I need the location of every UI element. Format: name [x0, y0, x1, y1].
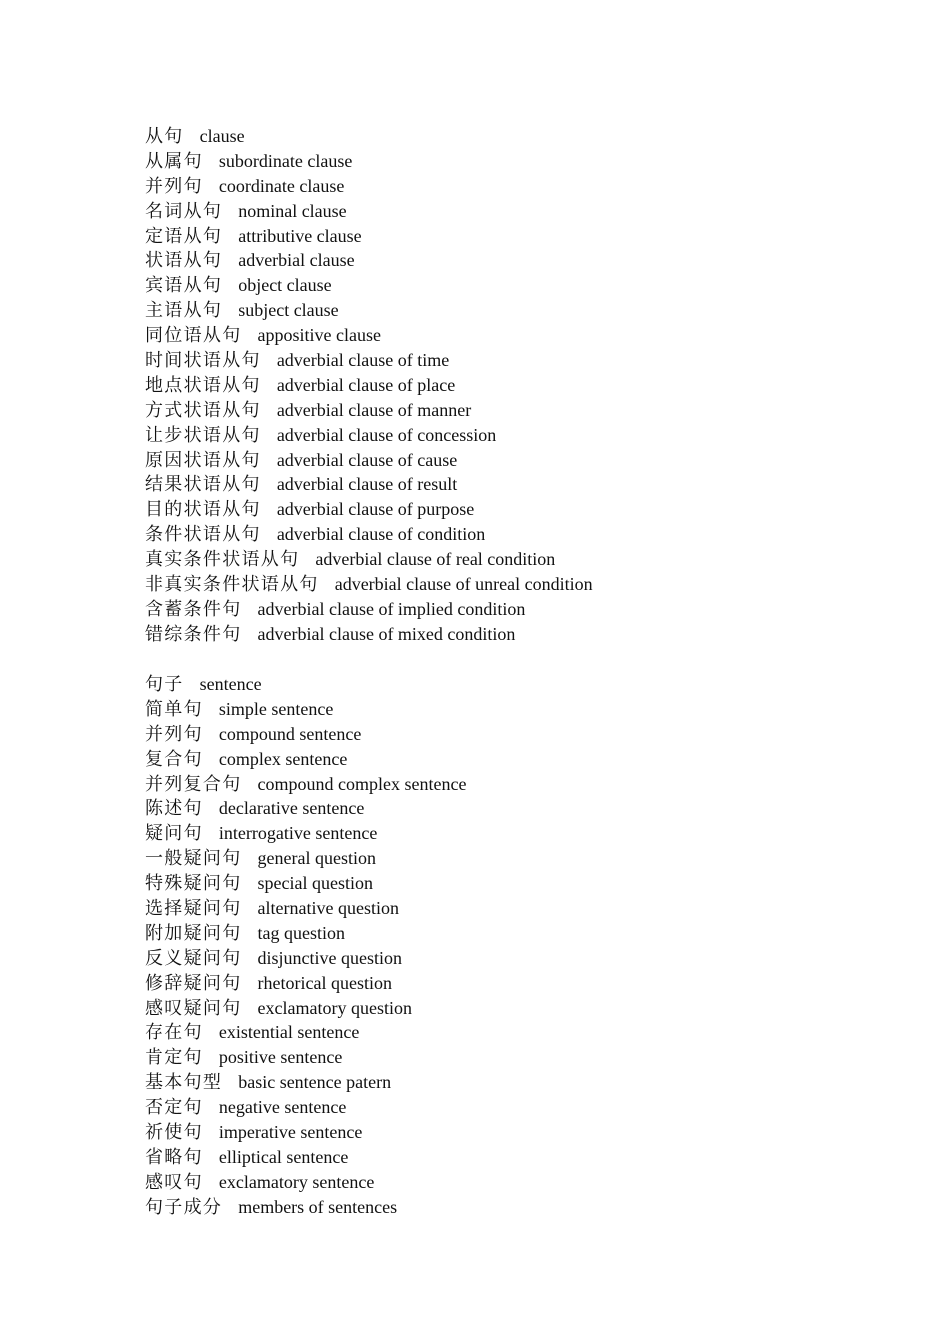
- english-term: adverbial clause: [238, 250, 355, 271]
- chinese-term: 否定句: [145, 1097, 203, 1118]
- chinese-term: 肯定句: [145, 1047, 203, 1068]
- english-term: adverbial clause of cause: [276, 449, 458, 470]
- chinese-term: 修辞疑问句: [145, 972, 242, 993]
- english-term: interrogative sentence: [218, 823, 378, 844]
- glossary-entry: [145, 248, 593, 273]
- chinese-term: 状语从句: [145, 250, 223, 271]
- english-term: tag question: [257, 922, 345, 943]
- chinese-term: 条件状语从句: [145, 524, 261, 545]
- glossary-entry: [145, 199, 593, 224]
- glossary-entry: [145, 174, 593, 199]
- english-term: special question: [257, 873, 373, 894]
- glossary-entry: [145, 149, 593, 174]
- english-term: alternative question: [257, 898, 399, 919]
- english-term: coordinate clause: [218, 175, 345, 196]
- english-term: compound sentence: [218, 723, 362, 744]
- chinese-term: 感叹句: [145, 1171, 203, 1192]
- english-term: basic sentence patern: [238, 1072, 392, 1093]
- chinese-term: 含蓄条件句: [145, 598, 242, 619]
- glossary-entry: [145, 398, 593, 423]
- sentence-glossary-section: [145, 672, 466, 1220]
- english-term: imperative sentence: [218, 1122, 363, 1143]
- chinese-term: 反义疑问句: [145, 947, 242, 968]
- chinese-term: 方式状语从句: [145, 399, 261, 420]
- glossary-entry: [145, 846, 466, 871]
- english-term: declarative sentence: [218, 798, 365, 819]
- english-term: subject clause: [238, 300, 339, 321]
- english-term: compound complex sentence: [257, 773, 467, 794]
- glossary-entry: [145, 1195, 466, 1220]
- chinese-term: 错综条件句: [145, 623, 242, 644]
- chinese-term: 地点状语从句: [145, 374, 261, 395]
- glossary-entry: [145, 124, 593, 149]
- glossary-entry: [145, 772, 466, 797]
- glossary-entry: [145, 697, 466, 722]
- glossary-entry: [145, 298, 593, 323]
- glossary-entry: [145, 1020, 466, 1045]
- glossary-entry: [145, 1070, 466, 1095]
- chinese-term: 省略句: [145, 1146, 203, 1167]
- glossary-entry: [145, 224, 593, 249]
- glossary-entry: [145, 821, 466, 846]
- chinese-term: 非真实条件状语从句: [145, 574, 319, 595]
- english-term: adverbial clause of manner: [276, 399, 472, 420]
- glossary-entry: [145, 796, 466, 821]
- chinese-term: 定语从句: [145, 225, 223, 246]
- clause-glossary-section: [145, 124, 593, 647]
- chinese-term: 名词从句: [145, 200, 223, 221]
- chinese-term: 句子成分: [145, 1196, 223, 1217]
- english-term: sentence: [199, 674, 262, 694]
- glossary-entry: [145, 348, 593, 373]
- english-term: complex sentence: [218, 748, 348, 769]
- english-term: existential sentence: [218, 1022, 360, 1043]
- english-term: adverbial clause of concession: [276, 424, 497, 445]
- chinese-term: 陈述句: [145, 798, 203, 819]
- glossary-entry: [145, 1145, 466, 1170]
- english-term: elliptical sentence: [218, 1146, 349, 1167]
- chinese-term: 结果状语从句: [145, 474, 261, 495]
- chinese-term: 从句: [145, 126, 184, 146]
- chinese-term: 宾语从句: [145, 275, 223, 296]
- english-term: adverbial clause of purpose: [276, 499, 475, 520]
- english-term: rhetorical question: [257, 972, 392, 993]
- english-term: adverbial clause of result: [276, 474, 458, 495]
- glossary-entry: [145, 996, 466, 1021]
- english-term: adverbial clause of time: [276, 350, 450, 371]
- glossary-entry: [145, 1170, 466, 1195]
- english-term: object clause: [238, 275, 332, 296]
- chinese-term: 感叹疑问句: [145, 997, 242, 1018]
- english-term: clause: [199, 126, 245, 146]
- glossary-entry: [145, 323, 593, 348]
- glossary-entry: [145, 971, 466, 996]
- english-term: negative sentence: [218, 1097, 347, 1118]
- glossary-entry: [145, 572, 593, 597]
- glossary-entry: [145, 1045, 466, 1070]
- glossary-entry: [145, 597, 593, 622]
- english-term: attributive clause: [238, 225, 362, 246]
- glossary-entry: [145, 423, 593, 448]
- glossary-entry: [145, 373, 593, 398]
- english-term: exclamatory sentence: [218, 1171, 375, 1192]
- chinese-term: 从属句: [145, 150, 203, 171]
- english-term: general question: [257, 848, 376, 869]
- chinese-term: 句子: [145, 674, 184, 694]
- chinese-term: 特殊疑问句: [145, 873, 242, 894]
- english-term: adverbial clause of mixed condition: [257, 623, 516, 644]
- chinese-term: 复合句: [145, 748, 203, 769]
- english-term: adverbial clause of real condition: [315, 549, 556, 570]
- english-term: exclamatory question: [257, 997, 412, 1018]
- chinese-term: 主语从句: [145, 300, 223, 321]
- english-term: adverbial clause of unreal condition: [334, 574, 593, 595]
- glossary-entry: [145, 497, 593, 522]
- chinese-term: 并列句: [145, 175, 203, 196]
- chinese-term: 并列句: [145, 723, 203, 744]
- chinese-term: 附加疑问句: [145, 922, 242, 943]
- english-term: simple sentence: [218, 698, 334, 719]
- glossary-entry: [145, 622, 593, 647]
- glossary-entry: [145, 448, 593, 473]
- chinese-term: 真实条件状语从句: [145, 549, 300, 570]
- chinese-term: 选择疑问句: [145, 898, 242, 919]
- english-term: adverbial clause of implied condition: [257, 598, 526, 619]
- english-term: nominal clause: [238, 200, 347, 221]
- english-term: positive sentence: [218, 1047, 343, 1068]
- glossary-entry: [145, 747, 466, 772]
- chinese-term: 让步状语从句: [145, 424, 261, 445]
- glossary-entry: [145, 921, 466, 946]
- chinese-term: 基本句型: [145, 1072, 223, 1093]
- chinese-term: 目的状语从句: [145, 499, 261, 520]
- glossary-entry: [145, 472, 593, 497]
- glossary-entry: [145, 1095, 466, 1120]
- glossary-entry: [145, 522, 593, 547]
- chinese-term: 并列复合句: [145, 773, 242, 794]
- glossary-entry: [145, 722, 466, 747]
- glossary-entry: [145, 1120, 466, 1145]
- glossary-entry: [145, 946, 466, 971]
- english-term: members of sentences: [238, 1196, 398, 1217]
- chinese-term: 时间状语从句: [145, 350, 261, 371]
- chinese-term: 同位语从句: [145, 325, 242, 346]
- english-term: subordinate clause: [218, 150, 353, 171]
- english-term: disjunctive question: [257, 947, 402, 968]
- chinese-term: 疑问句: [145, 823, 203, 844]
- chinese-term: 祈使句: [145, 1122, 203, 1143]
- glossary-entry: [145, 871, 466, 896]
- glossary-entry: [145, 672, 466, 697]
- english-term: adverbial clause of place: [276, 374, 456, 395]
- chinese-term: 原因状语从句: [145, 449, 261, 470]
- glossary-entry: [145, 273, 593, 298]
- chinese-term: 存在句: [145, 1022, 203, 1043]
- chinese-term: 简单句: [145, 698, 203, 719]
- chinese-term: 一般疑问句: [145, 848, 242, 869]
- english-term: adverbial clause of condition: [276, 524, 486, 545]
- glossary-entry: [145, 896, 466, 921]
- english-term: appositive clause: [257, 325, 381, 346]
- glossary-entry: [145, 547, 593, 572]
